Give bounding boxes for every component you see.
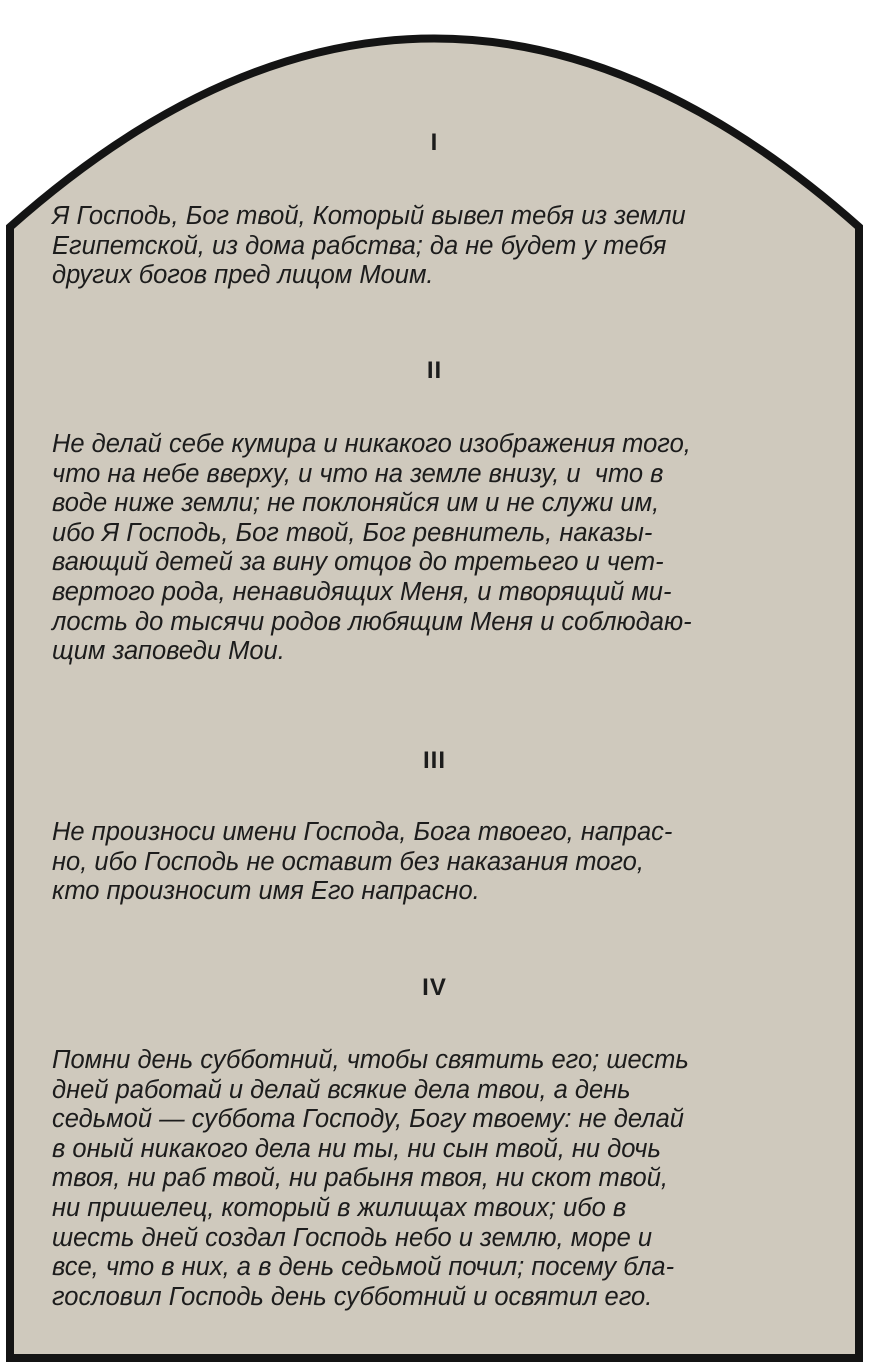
text-line: кто произносит имя Его напрасно. <box>52 877 480 906</box>
text-line: что на небе вверху, и что на земле внизу, и что в <box>52 459 664 488</box>
text-line: Египетской, из дома рабства; да не будет у тебя <box>52 231 667 260</box>
text-line: в оный никакого дела ни ты, ни сын твой, ни дочь <box>52 1134 661 1163</box>
text-line: дней работай и делай всякие дела твои, а день <box>52 1075 631 1104</box>
numeral-2: II <box>426 357 443 384</box>
commandment-1-text <box>52 202 792 291</box>
commandment-4-text <box>52 1046 792 1312</box>
numeral-3: III <box>422 747 446 774</box>
numeral-4: IV <box>422 974 447 1001</box>
text-line: ибо Я Господь, Бог твой, Бог ревнитель, наказы- <box>52 518 653 547</box>
text-line: но, ибо Господь не оставит без наказания того, <box>52 847 644 876</box>
text-line: шесть дней создал Господь небо и землю, море и <box>52 1223 653 1252</box>
text-line: Не делай себе кумира и никакого изображения того, <box>52 430 691 458</box>
commandment-3-text <box>52 818 792 907</box>
text-line: щим заповеди Мои. <box>52 637 285 666</box>
text-line: Я Господь, Бог твой, Который вывел тебя из земли <box>52 202 686 230</box>
text-line: ни пришелец, который в жилищах твоих; ибо в <box>52 1193 627 1222</box>
text-line: Помни день субботний, чтобы святить его; шесть <box>52 1046 689 1074</box>
numeral-1: I <box>430 129 439 156</box>
text-line: Не произноси имени Господа, Бога твоего, напрас- <box>52 818 673 846</box>
text-line: лость до тысячи родов любящим Меня и соблюдаю- <box>52 607 692 636</box>
text-line: седьмой — суббота Господу, Богу твоему: не делай <box>52 1105 684 1134</box>
text-line: вающий детей за вину отцов до третьего и чет- <box>52 548 664 577</box>
text-line: других богов пред лицом Моим. <box>52 261 434 290</box>
text-line: воде ниже земли; не поклоняйся им и не служи им, <box>52 489 660 518</box>
text-line: вертого рода, ненавидящих Меня, и творящий ми- <box>52 577 672 606</box>
text-line: гословил Господь день субботний и освятил его. <box>52 1282 653 1311</box>
text-line: все, что в них, а в день седьмой почил; посему бла- <box>52 1253 675 1282</box>
commandment-2-text <box>52 430 792 667</box>
text-line: твоя, ни раб твой, ни рабыня твоя, ни скот твой, <box>52 1164 668 1193</box>
